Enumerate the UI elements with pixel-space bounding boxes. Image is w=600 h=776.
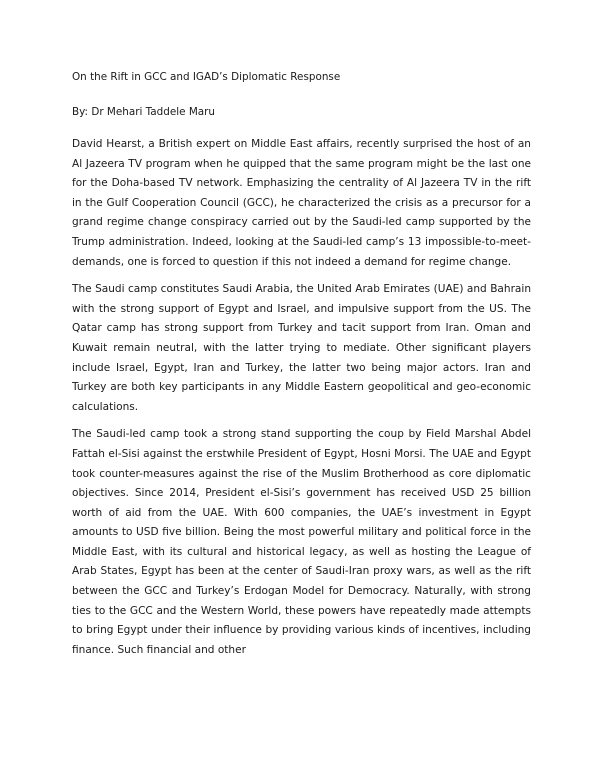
paragraph-3: The Saudi-led camp took a strong stand supporting the coup by Field Marshal Abdel Fattah el-Sisi against the erstwhile President of Egypt, Hosni Morsi. The UAE and Egypt took counter-measures against the rise of the Muslim Brotherhood as core diplomatic objectives. Since 2014, President el-Sisi’s government has received USD 25 billion worth of aid from the UAE. With 600 companies, the UAE’s investment in Egypt amounts to USD five billion. Being the most powerful military and political force in the Middle East, with its cultural and historical legacy, as well as hosting the League of Arab States, Egypt has been at the center of Saudi-Iran proxy wars, as well as the rift between the GCC and Turkey’s Erdogan Model for Democracy. Naturally, with strong ties to the GCC and the Western World, these powers have repeatedly made attempts to bring Egypt under their influence by providing various kinds of incentives, including finance. Such financial and other	[72, 428, 531, 656]
document-title: On the Rift in GCC and IGAD’s Diplomatic Response	[72, 71, 341, 83]
document-body	[72, 135, 531, 668]
paragraph-1: David Hearst, a British expert on Middle East affairs, recently surprised the host of an Al Jazeera TV program when he quipped that the same program might be the last one for the Doha-based TV network. Emphasizing the centrality of Al Jazeera TV in the rift in the Gulf Cooperation Council (GCC), he characterized the crisis as a precursor for a grand regime change conspiracy carried out by the Saudi-led camp supported by the Trump administration. Indeed, looking at the Saudi-led camp’s 13 impossible-to-meet-demands, one is forced to question if this not indeed a demand for regime change.	[72, 138, 531, 268]
paragraph-2: The Saudi camp constitutes Saudi Arabia, the United Arab Emirates (UAE) and Bahrain with the strong support of Egypt and Israel, and impulsive support from the US. The Qatar camp has strong support from Turkey and tacit support from Iran. Oman and Kuwait remain neutral, with the latter trying to mediate. Other significant players include Israel, Egypt, Iran and Turkey, the latter two being major actors. Iran and Turkey are both key participants in any Middle Eastern geopolitical and geo-economic calculations.	[72, 283, 531, 413]
author-byline: By: Dr Mehari Taddele Maru	[72, 106, 216, 118]
